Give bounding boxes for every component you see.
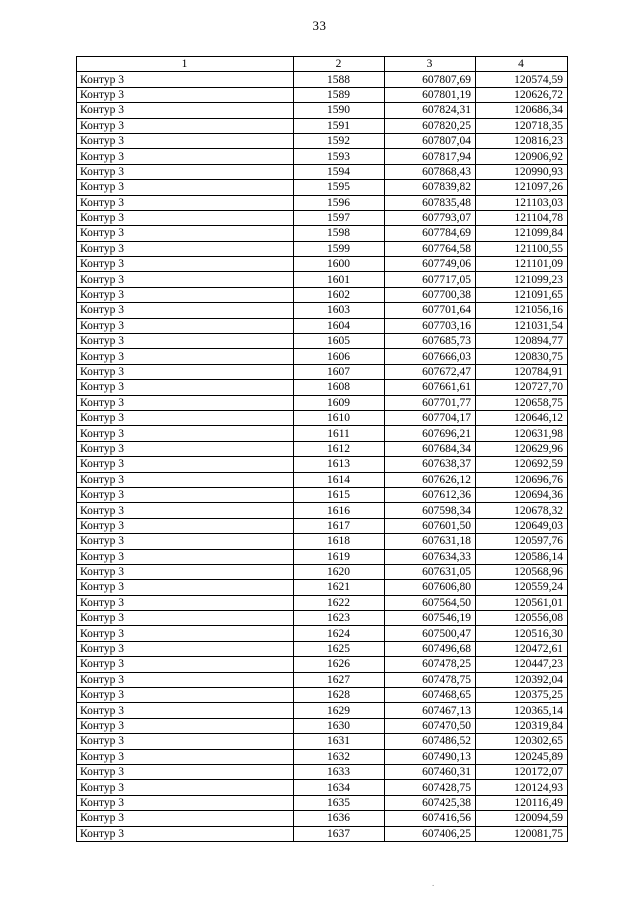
cell-contour: Контур 3 — [77, 103, 294, 118]
cell-x: 607807,69 — [385, 72, 476, 87]
cell-point-number: 1598 — [294, 226, 385, 241]
cell-x: 607631,18 — [385, 534, 476, 549]
table-row — [77, 226, 568, 241]
cell-y: 121103,03 — [476, 195, 568, 210]
cell-point-number: 1597 — [294, 210, 385, 225]
column-header-x: 3 — [385, 57, 476, 72]
cell-contour: Контур 3 — [77, 811, 294, 826]
table-row — [77, 457, 568, 472]
cell-contour: Контур 3 — [77, 410, 294, 425]
cell-contour: Контур 3 — [77, 534, 294, 549]
cell-point-number: 1633 — [294, 764, 385, 779]
cell-point-number: 1617 — [294, 518, 385, 533]
cell-x: 607612,36 — [385, 487, 476, 502]
table-row — [77, 780, 568, 795]
table-row — [77, 395, 568, 410]
cell-x: 607703,16 — [385, 318, 476, 333]
cell-x: 607468,65 — [385, 688, 476, 703]
cell-x: 607784,69 — [385, 226, 476, 241]
cell-point-number: 1614 — [294, 472, 385, 487]
table-row — [77, 688, 568, 703]
cell-x: 607700,38 — [385, 287, 476, 302]
cell-x: 607749,06 — [385, 257, 476, 272]
table-row — [77, 118, 568, 133]
cell-y: 120678,32 — [476, 503, 568, 518]
table-row — [77, 334, 568, 349]
cell-contour: Контур 3 — [77, 718, 294, 733]
table-row — [77, 380, 568, 395]
table-row — [77, 303, 568, 318]
cell-y: 120081,75 — [476, 826, 568, 841]
cell-contour: Контур 3 — [77, 688, 294, 703]
cell-point-number: 1612 — [294, 441, 385, 456]
table-row — [77, 503, 568, 518]
cell-contour: Контур 3 — [77, 441, 294, 456]
table-row — [77, 718, 568, 733]
cell-x: 607717,05 — [385, 272, 476, 287]
cell-contour: Контур 3 — [77, 149, 294, 164]
cell-x: 607820,25 — [385, 118, 476, 133]
cell-point-number: 1623 — [294, 611, 385, 626]
cell-contour: Контур 3 — [77, 672, 294, 687]
cell-contour: Контур 3 — [77, 87, 294, 102]
cell-x: 607425,38 — [385, 795, 476, 810]
cell-y: 120516,30 — [476, 626, 568, 641]
cell-contour: Контур 3 — [77, 118, 294, 133]
cell-contour: Контур 3 — [77, 564, 294, 579]
cell-point-number: 1637 — [294, 826, 385, 841]
cell-contour: Контур 3 — [77, 303, 294, 318]
cell-contour: Контур 3 — [77, 133, 294, 148]
cell-x: 607606,80 — [385, 580, 476, 595]
cell-point-number: 1636 — [294, 811, 385, 826]
cell-y: 121099,23 — [476, 272, 568, 287]
cell-contour: Контур 3 — [77, 287, 294, 302]
table-row — [77, 534, 568, 549]
cell-point-number: 1590 — [294, 103, 385, 118]
table-row — [77, 811, 568, 826]
cell-y: 120629,96 — [476, 441, 568, 456]
cell-contour: Контур 3 — [77, 580, 294, 595]
column-header-contour: 1 — [77, 57, 294, 72]
cell-y: 120392,04 — [476, 672, 568, 687]
cell-y: 120556,08 — [476, 611, 568, 626]
cell-y: 120830,75 — [476, 349, 568, 364]
cell-contour: Контур 3 — [77, 703, 294, 718]
cell-x: 607817,94 — [385, 149, 476, 164]
cell-point-number: 1635 — [294, 795, 385, 810]
table-row — [77, 795, 568, 810]
cell-contour: Контур 3 — [77, 257, 294, 272]
cell-contour: Контур 3 — [77, 595, 294, 610]
scan-speck: . — [432, 878, 435, 888]
cell-point-number: 1619 — [294, 549, 385, 564]
cell-point-number: 1629 — [294, 703, 385, 718]
cell-point-number: 1600 — [294, 257, 385, 272]
table-row — [77, 734, 568, 749]
cell-x: 607672,47 — [385, 364, 476, 379]
cell-contour: Контур 3 — [77, 380, 294, 395]
cell-y: 120574,59 — [476, 72, 568, 87]
cell-contour: Контур 3 — [77, 195, 294, 210]
cell-x: 607626,12 — [385, 472, 476, 487]
table-row — [77, 72, 568, 87]
cell-point-number: 1595 — [294, 180, 385, 195]
cell-point-number: 1593 — [294, 149, 385, 164]
cell-contour: Контур 3 — [77, 241, 294, 256]
cell-y: 120561,01 — [476, 595, 568, 610]
cell-x: 607696,21 — [385, 426, 476, 441]
cell-point-number: 1591 — [294, 118, 385, 133]
table-row — [77, 703, 568, 718]
cell-point-number: 1611 — [294, 426, 385, 441]
page-number: 33 — [312, 18, 327, 33]
cell-x: 607638,37 — [385, 457, 476, 472]
cell-point-number: 1596 — [294, 195, 385, 210]
cell-contour: Контур 3 — [77, 734, 294, 749]
table-row — [77, 657, 568, 672]
cell-y: 120658,75 — [476, 395, 568, 410]
cell-y: 120319,84 — [476, 718, 568, 733]
cell-x: 607807,04 — [385, 133, 476, 148]
cell-y: 120784,91 — [476, 364, 568, 379]
cell-x: 607470,50 — [385, 718, 476, 733]
cell-contour: Контур 3 — [77, 641, 294, 656]
cell-y: 120694,36 — [476, 487, 568, 502]
cell-y: 120586,14 — [476, 549, 568, 564]
cell-y: 120172,07 — [476, 764, 568, 779]
cell-contour: Контур 3 — [77, 764, 294, 779]
cell-y: 120302,65 — [476, 734, 568, 749]
table-row — [77, 180, 568, 195]
table-row — [77, 287, 568, 302]
cell-point-number: 1588 — [294, 72, 385, 87]
cell-y: 121031,54 — [476, 318, 568, 333]
table-row — [77, 318, 568, 333]
cell-x: 607601,50 — [385, 518, 476, 533]
cell-x: 607416,56 — [385, 811, 476, 826]
cell-contour: Контур 3 — [77, 364, 294, 379]
table-row — [77, 241, 568, 256]
cell-y: 120124,93 — [476, 780, 568, 795]
cell-point-number: 1621 — [294, 580, 385, 595]
table-row — [77, 611, 568, 626]
cell-point-number: 1630 — [294, 718, 385, 733]
table-row — [77, 103, 568, 118]
cell-y: 120718,35 — [476, 118, 568, 133]
table-row — [77, 272, 568, 287]
table-row — [77, 210, 568, 225]
table-row — [77, 672, 568, 687]
cell-x: 607598,34 — [385, 503, 476, 518]
cell-contour: Контур 3 — [77, 349, 294, 364]
cell-contour: Контур 3 — [77, 72, 294, 87]
cell-x: 607835,48 — [385, 195, 476, 210]
table-row — [77, 626, 568, 641]
cell-point-number: 1594 — [294, 164, 385, 179]
table-row — [77, 87, 568, 102]
cell-y: 120245,89 — [476, 749, 568, 764]
cell-x: 607428,75 — [385, 780, 476, 795]
cell-y: 120626,72 — [476, 87, 568, 102]
cell-point-number: 1605 — [294, 334, 385, 349]
cell-y: 120816,23 — [476, 133, 568, 148]
cell-x: 607764,58 — [385, 241, 476, 256]
cell-contour: Контур 3 — [77, 426, 294, 441]
table-row — [77, 641, 568, 656]
cell-y: 121100,55 — [476, 241, 568, 256]
cell-x: 607661,61 — [385, 380, 476, 395]
cell-contour: Контур 3 — [77, 472, 294, 487]
cell-contour: Контур 3 — [77, 795, 294, 810]
cell-y: 120631,98 — [476, 426, 568, 441]
cell-y: 121104,78 — [476, 210, 568, 225]
cell-x: 607685,73 — [385, 334, 476, 349]
cell-point-number: 1632 — [294, 749, 385, 764]
cell-y: 120447,23 — [476, 657, 568, 672]
cell-point-number: 1627 — [294, 672, 385, 687]
cell-contour: Контур 3 — [77, 549, 294, 564]
table-row — [77, 749, 568, 764]
cell-x: 607546,19 — [385, 611, 476, 626]
cell-point-number: 1599 — [294, 241, 385, 256]
table-row — [77, 426, 568, 441]
cell-x: 607500,47 — [385, 626, 476, 641]
cell-x: 607824,31 — [385, 103, 476, 118]
cell-x: 607704,17 — [385, 410, 476, 425]
cell-y: 120727,70 — [476, 380, 568, 395]
cell-x: 607478,75 — [385, 672, 476, 687]
table-row — [77, 826, 568, 841]
cell-x: 607564,50 — [385, 595, 476, 610]
cell-x: 607793,07 — [385, 210, 476, 225]
table-row — [77, 164, 568, 179]
cell-contour: Контур 3 — [77, 503, 294, 518]
cell-contour: Контур 3 — [77, 518, 294, 533]
cell-point-number: 1634 — [294, 780, 385, 795]
cell-contour: Контур 3 — [77, 611, 294, 626]
cell-point-number: 1625 — [294, 641, 385, 656]
cell-contour: Контур 3 — [77, 334, 294, 349]
cell-point-number: 1622 — [294, 595, 385, 610]
column-header-point-number: 2 — [294, 57, 385, 72]
cell-x: 607701,64 — [385, 303, 476, 318]
cell-y: 120472,61 — [476, 641, 568, 656]
cell-y: 120568,96 — [476, 564, 568, 579]
cell-point-number: 1618 — [294, 534, 385, 549]
table-row — [77, 580, 568, 595]
table-row — [77, 595, 568, 610]
cell-x: 607868,43 — [385, 164, 476, 179]
cell-contour: Контур 3 — [77, 749, 294, 764]
cell-contour: Контур 3 — [77, 164, 294, 179]
cell-x: 607701,77 — [385, 395, 476, 410]
cell-contour: Контур 3 — [77, 487, 294, 502]
table-row — [77, 472, 568, 487]
column-header-y: 4 — [476, 57, 568, 72]
cell-point-number: 1607 — [294, 364, 385, 379]
cell-x: 607486,52 — [385, 734, 476, 749]
cell-y: 120649,03 — [476, 518, 568, 533]
cell-y: 120559,24 — [476, 580, 568, 595]
table-row — [77, 549, 568, 564]
cell-x: 607460,31 — [385, 764, 476, 779]
cell-point-number: 1608 — [294, 380, 385, 395]
cell-y: 120686,34 — [476, 103, 568, 118]
cell-y: 121091,65 — [476, 287, 568, 302]
cell-x: 607496,68 — [385, 641, 476, 656]
cell-x: 607406,25 — [385, 826, 476, 841]
cell-y: 121056,16 — [476, 303, 568, 318]
cell-point-number: 1616 — [294, 503, 385, 518]
cell-contour: Контур 3 — [77, 457, 294, 472]
cell-y: 121101,09 — [476, 257, 568, 272]
cell-contour: Контур 3 — [77, 626, 294, 641]
cell-y: 120990,93 — [476, 164, 568, 179]
cell-x: 607631,05 — [385, 564, 476, 579]
cell-y: 120646,12 — [476, 410, 568, 425]
cell-x: 607634,33 — [385, 549, 476, 564]
cell-contour: Контур 3 — [77, 272, 294, 287]
cell-contour: Контур 3 — [77, 657, 294, 672]
cell-contour: Контур 3 — [77, 226, 294, 241]
cell-point-number: 1609 — [294, 395, 385, 410]
table-row — [77, 149, 568, 164]
table-row — [77, 410, 568, 425]
table-row — [77, 518, 568, 533]
table-header-row — [77, 57, 568, 72]
cell-x: 607478,25 — [385, 657, 476, 672]
cell-point-number: 1624 — [294, 626, 385, 641]
cell-point-number: 1603 — [294, 303, 385, 318]
cell-y: 121099,84 — [476, 226, 568, 241]
table-body — [77, 72, 568, 842]
cell-y: 120696,76 — [476, 472, 568, 487]
cell-point-number: 1628 — [294, 688, 385, 703]
cell-point-number: 1601 — [294, 272, 385, 287]
cell-y: 120094,59 — [476, 811, 568, 826]
table-row — [77, 487, 568, 502]
cell-y: 120365,14 — [476, 703, 568, 718]
table-row — [77, 364, 568, 379]
cell-point-number: 1626 — [294, 657, 385, 672]
cell-contour: Контур 3 — [77, 180, 294, 195]
cell-point-number: 1613 — [294, 457, 385, 472]
cell-point-number: 1631 — [294, 734, 385, 749]
cell-y: 120692,59 — [476, 457, 568, 472]
cell-point-number: 1620 — [294, 564, 385, 579]
cell-x: 607666,03 — [385, 349, 476, 364]
table-row — [77, 257, 568, 272]
cell-y: 120375,25 — [476, 688, 568, 703]
table-row — [77, 349, 568, 364]
cell-x: 607801,19 — [385, 87, 476, 102]
coordinates-table — [76, 56, 568, 842]
cell-point-number: 1602 — [294, 287, 385, 302]
table-row — [77, 441, 568, 456]
cell-x: 607684,34 — [385, 441, 476, 456]
cell-y: 120894,77 — [476, 334, 568, 349]
table-row — [77, 564, 568, 579]
cell-point-number: 1604 — [294, 318, 385, 333]
cell-contour: Контур 3 — [77, 210, 294, 225]
table-row — [77, 764, 568, 779]
cell-point-number: 1606 — [294, 349, 385, 364]
cell-y: 121097,26 — [476, 180, 568, 195]
cell-y: 120597,76 — [476, 534, 568, 549]
table-row — [77, 133, 568, 148]
cell-point-number: 1589 — [294, 87, 385, 102]
cell-x: 607490,13 — [385, 749, 476, 764]
cell-contour: Контур 3 — [77, 826, 294, 841]
cell-y: 120906,92 — [476, 149, 568, 164]
cell-x: 607839,82 — [385, 180, 476, 195]
cell-point-number: 1592 — [294, 133, 385, 148]
cell-contour: Контур 3 — [77, 318, 294, 333]
cell-contour: Контур 3 — [77, 780, 294, 795]
cell-point-number: 1610 — [294, 410, 385, 425]
cell-contour: Контур 3 — [77, 395, 294, 410]
cell-y: 120116,49 — [476, 795, 568, 810]
table-row — [77, 195, 568, 210]
cell-x: 607467,13 — [385, 703, 476, 718]
cell-point-number: 1615 — [294, 487, 385, 502]
